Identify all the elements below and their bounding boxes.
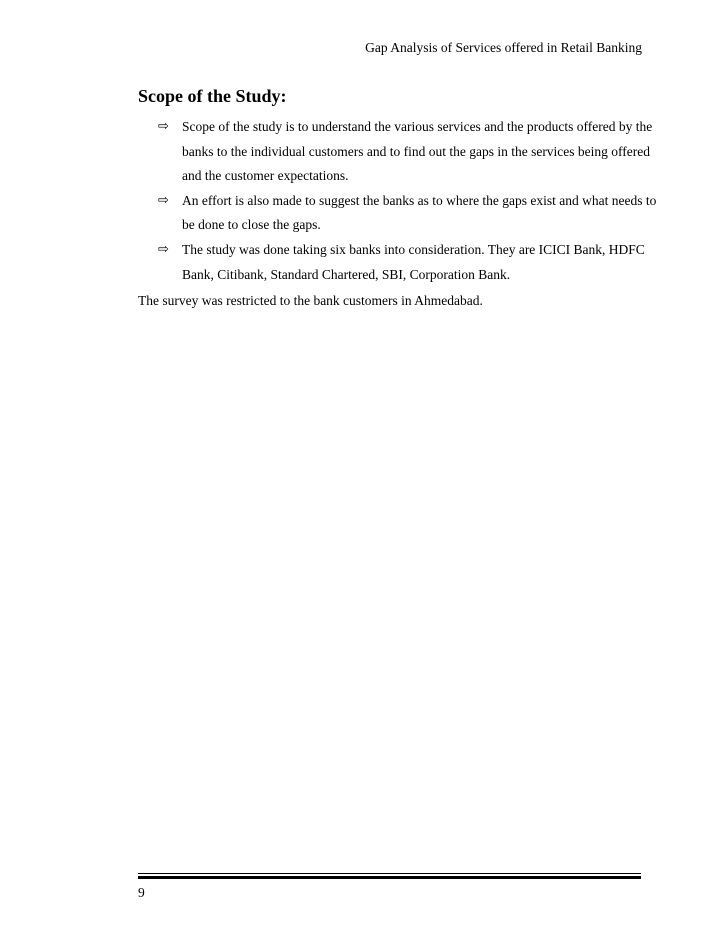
footer-rule-thick xyxy=(138,876,641,879)
right-arrow-icon: ⇨ xyxy=(158,241,169,257)
bullet-item xyxy=(158,115,658,189)
closing-paragraph: The survey was restricted to the bank customers in Ahmedabad. xyxy=(138,293,483,308)
right-arrow-icon: ⇨ xyxy=(158,192,169,208)
bullet-text: Scope of the study is to understand the various services and the products offered by the banks to the individual customers and to find out the gaps in the services being offered and the customer expectations. xyxy=(182,119,653,184)
page-number: 9 xyxy=(138,885,145,900)
bullet-item xyxy=(158,238,658,287)
bullet-text: The study was done taking six banks into consideration. They are ICICI Bank, HDFC Bank, Citibank, Standard Chartered, SBI, Corporation Bank. xyxy=(182,241,645,282)
footer-rule xyxy=(138,873,641,874)
bullet-list xyxy=(158,115,658,287)
page-header-title: Gap Analysis of Services offered in Retail Banking xyxy=(365,40,642,55)
bullet-text: An effort is also made to suggest the banks as to where the gaps exist and what needs to be done to close the gaps. xyxy=(182,192,657,233)
right-arrow-icon: ⇨ xyxy=(158,119,169,134)
section-heading: Scope of the Study: xyxy=(138,86,287,106)
bullet-item xyxy=(158,189,658,238)
